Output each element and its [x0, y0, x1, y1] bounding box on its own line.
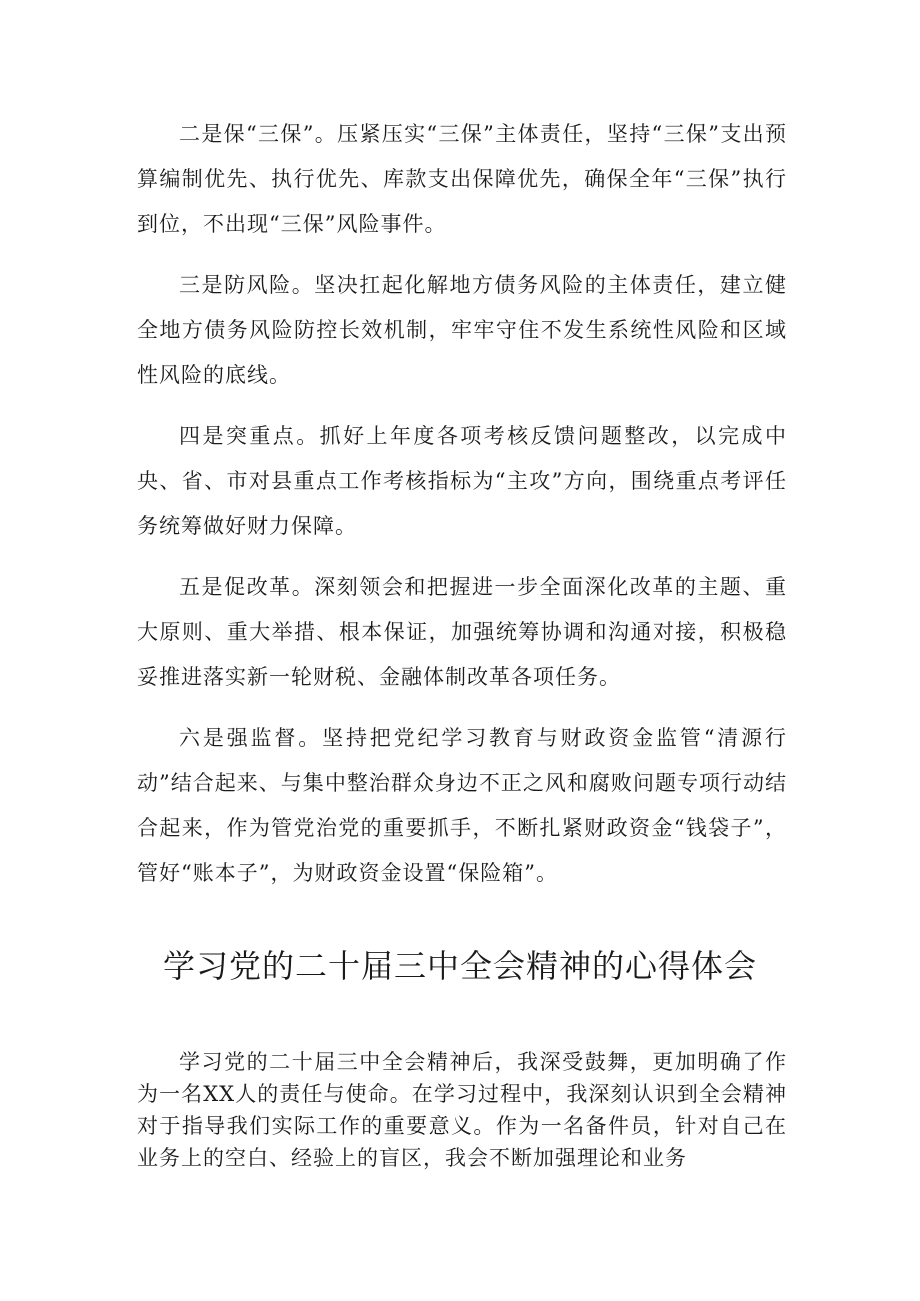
paragraph-cu-gai-ge: 五是促改革。深刻领会和把握进一步全面深化改革的主题、重大原则、重大举措、根本保证，加强统筹协调和沟通对接，积极稳妥推进落实新一轮财税、金融体制改革各项任务。	[137, 575, 787, 689]
measures-section	[137, 112, 787, 912]
paragraph-intro: 学习党的二十届三中全会精神后，我深受鼓舞，更加明确了作为一名XX人的责任与使命。在学习过程中，我深刻认识到全会精神对于指导我们实际工作的重要意义。作为一名备件员，针对自己在业务上的空白、经验上的盲区，我会不断加强理论和业务	[137, 1050, 787, 1170]
document-title: 学习党的二十届三中全会精神的心得体会	[162, 947, 757, 985]
paragraph-san-bao: 二是保“三保”。压紧压实“三保”主体责任，坚持“三保”支出预算编制优先、执行优先、库款支出保障优先，确保全年“三保”执行到位，不出现“三保”风险事件。	[137, 122, 787, 236]
paragraph-fang-feng-xian: 三是防风险。坚决扛起化解地方债务风险的主体责任，建立健全地方债务风险防控长效机制，牢牢守住不发生系统性风险和区域性风险的底线。	[137, 273, 787, 387]
paragraph-tu-zhong-dian: 四是突重点。抓好上年度各项考核反馈问题整改，以完成中央、省、市对县重点工作考核指标为“主攻”方向，围绕重点考评任务统筹做好财力保障。	[137, 424, 787, 538]
reflection-section	[137, 1046, 787, 1174]
paragraph-qiang-jian-du: 六是强监督。坚持把党纪学习教育与财政资金监管“清源行动”结合起来、与集中整治群众身边不正之风和腐败问题专项行动结合起来，作为管党治党的重要抓手，不断扎紧财政资金“钱袋子”，管好“账本子”，为财政资金设置“保险箱”。	[137, 726, 787, 885]
